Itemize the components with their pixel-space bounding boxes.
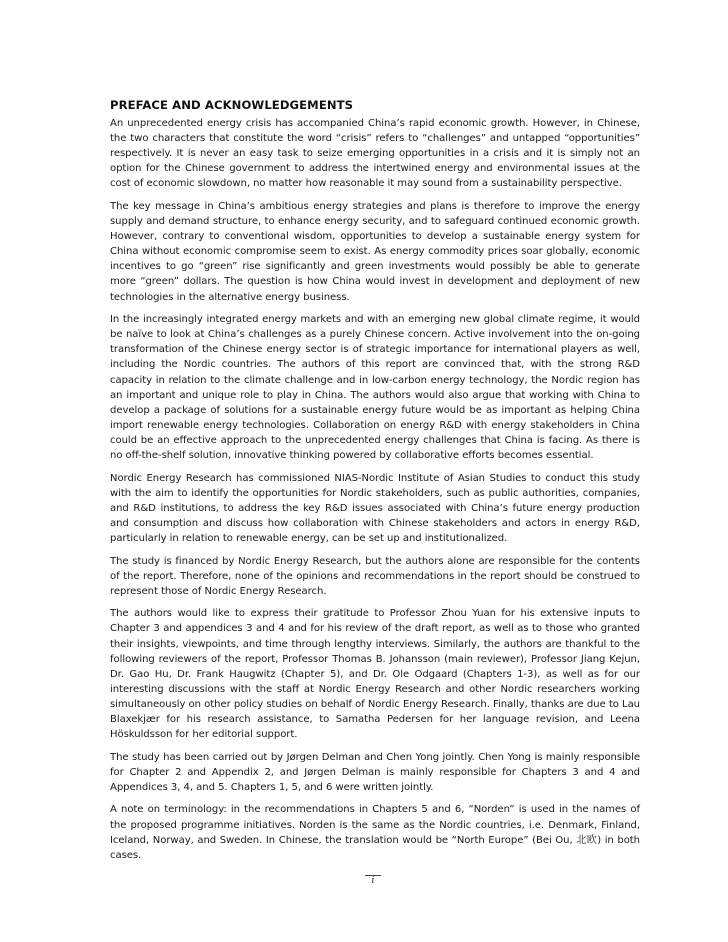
section-title: PREFACE AND ACKNOWLEDGEMENTS xyxy=(110,98,354,112)
paragraph-7: The study has been carried out by Jørgen Delman and Chen Yong jointly. Chen Yong is mainly responsible for Chapter 2 and Appendix 2, and Jørgen Delman is mainly responsible for Chapters 3 and 4 and Appendices 3, 4, and 5. Chapters 1, 5, and 6 were written jointly. xyxy=(110,751,640,793)
paragraph-4: Nordic Energy Research has commissioned NIAS-Nordic Institute of Asian Studies to conduct this study with the aim to identify the opportunities for Nordic stakeholders, such as public authorities, companies, and R&D institutions, to address the key R&D issues associated with China’s future energy production and consumption and discuss how collaboration with Chinese stakeholders and actors in energy R&D, particularly in relation to renewable energy, can be set up and institutionalized. xyxy=(110,472,640,544)
paragraph-6: The authors would like to express their gratitude to Professor Zhou Yuan for his extensive inputs to Chapter 3 and appendices 3 and 4 and for his review of the draft report, as well as to those who granted their insights, viewpoints, and time through lengthy interviews. Similarly, the authors are thankful to the following reviewers of the report, Professor Thomas B. Johansson (main reviewer), Professor Jiang Kejun, Dr. Gao Hu, Dr. Frank Haugwitz (Chapter 5), and Dr. Ole Odgaard (Chapters 1-3), as well as for our interesting discussions with the staff at Nordic Energy Research and other Nordic researchers working simultaneously on other policy studies on behalf of Nordic Energy Research. Finally, thanks are due to Lau Blaxekjær for his research assistance, to Samatha Pedersen for her language revision, and Leena Höskuldsson for her editorial support. xyxy=(110,608,640,741)
paragraph-8: A note on terminology: in the recommendations in Chapters 5 and 6, “Norden” is used in the names of the proposed programme initiatives. Norden is the same as the Nordic countries, i.e. Denmark, Finland, Iceland, Norway, and Sweden. In Chinese, the translation would be “North Europe” (Bei Ou, 北欧) in both cases. xyxy=(110,804,640,861)
paragraph-5: The study is financed by Nordic Energy Research, but the authors alone are responsible for the contents of the report. Therefore, none of the opinions and recommendations in the report should be construed to represent those of Nordic Energy Research. xyxy=(110,555,640,597)
paragraph-1: An unprecedented energy crisis has accompanied China’s rapid economic growth. However, in Chinese, the two characters that constitute the word “crisis” refers to “challenges” and untapped “opportunities” respectively. It is never an easy task to seize emerging opportunities in a crisis and it is simply not an option for the Chinese government to address the intertwined energy and environmental issues at the cost of economic slowdown, no matter how reasonable it may sound from a sustainability perspective. xyxy=(110,118,640,190)
paragraph-3: In the increasingly integrated energy markets and with an emerging new global climate regime, it would be naïve to look at China’s challenges as a purely Chinese concern. Active involvement into the on-going transformation of the Chinese energy sector is of strategic importance for international players as well, including the Nordic countries. The authors of this report are convinced that, with the strong R&D capacity in relation to the climate challenge and in low-carbon energy technology, the Nordic region has an important and unique role to play in China. The authors would also argue that working with China to develop a package of solutions for a sustainable energy future would be as important as helping China import renewable energy technologies. Collaboration on energy R&D with energy stakeholders in China could be an effective approach to the unprecedented energy challenges that China is facing. As there is no off-the-shelf solution, innovative thinking powered by collaborative efforts becomes essential. xyxy=(110,314,640,461)
page-number: i xyxy=(371,876,375,886)
paragraph-2: The key message in China’s ambitious energy strategies and plans is therefore to improve the energy supply and demand structure, to enhance energy security, and to safeguard continued economic growth. However, contrary to conventional wisdom, opportunities to develop a sustainable energy system for China without economic compromise seem to exist. As energy commodity prices soar globally, economic incentives to go “green” rise significantly and green investments would possibly be able to generate more “green” dollars. The question is how China would invest in development and deployment of new technologies in the alternative energy business. xyxy=(110,200,640,303)
page-content xyxy=(110,98,640,870)
